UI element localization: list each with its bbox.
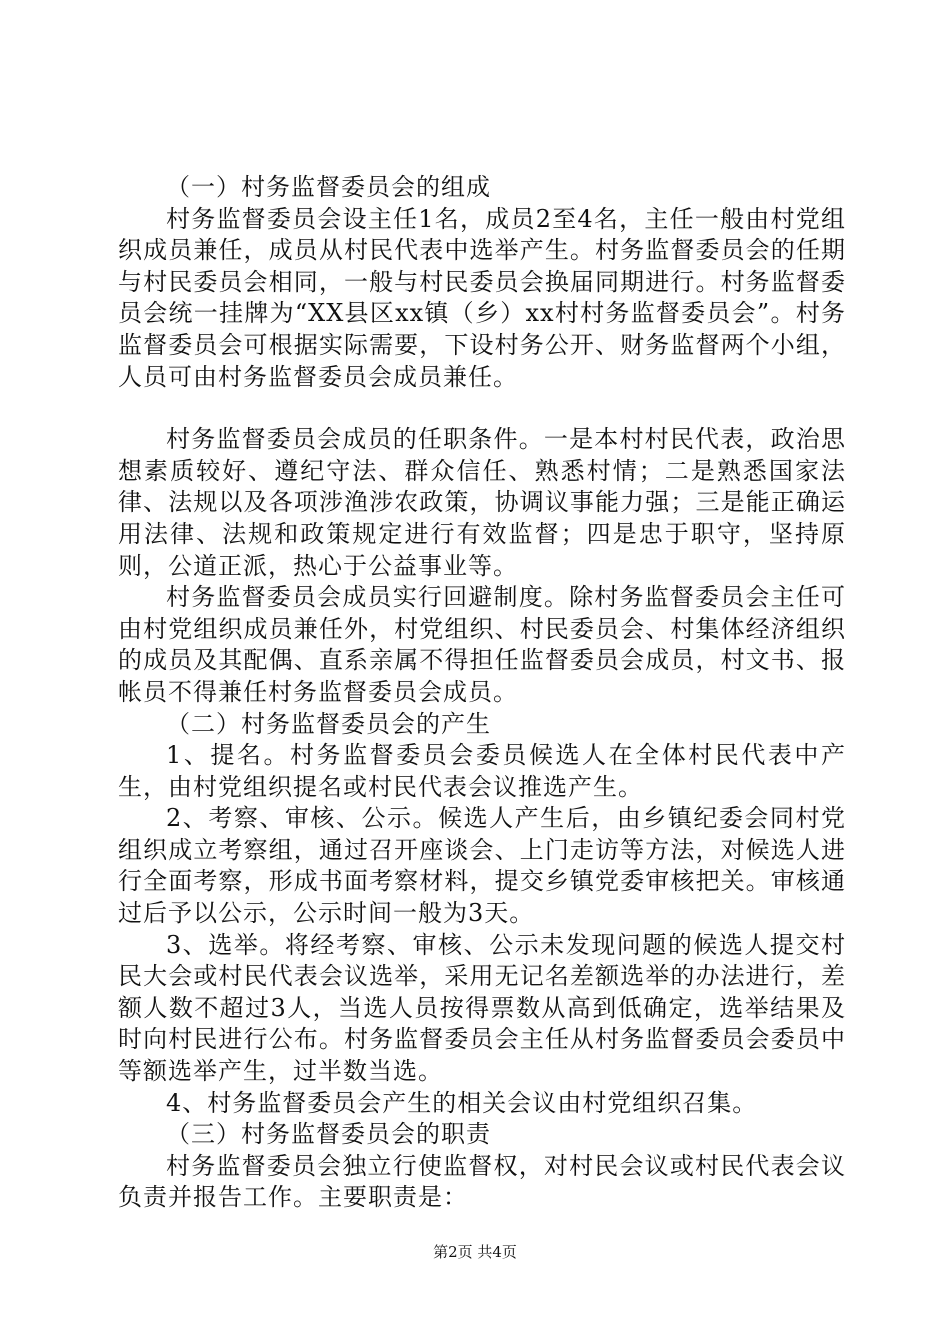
page-total: 共4页 (477, 1243, 517, 1261)
document-body (118, 172, 846, 1214)
paragraph-recusal: 村务监督委员会成员实行回避制度。除村务监督委员会主任可由村党组织成员兼任外，村党组织、村民委员会、村集体经济组织的成员及其配偶、直系亲属不得担任监督委员会成员，村文书、报帐员不得兼任村务监督委员会成员。 (118, 583, 846, 706)
page-footer (0, 1242, 950, 1262)
section-heading-duties: （三）村务监督委员会的职责 (166, 1120, 491, 1149)
section-heading-composition: （一）村务监督委员会的组成 (166, 173, 491, 201)
section-heading-formation: （二）村务监督委员会的产生 (166, 709, 491, 738)
paragraph-qualifications: 村务监督委员会成员的任职条件。一是本村村民代表，政治思想素质较好、遵纪守法、群众信任、熟悉村情；二是熟悉国家法律、法规以及各项涉渔涉农政策，协调议事能力强；三是能正确运用法律、法规和政策规定进行有效监督；四是忠于职守，坚持原则，公道正派，热心于公益事业等。 (118, 425, 846, 580)
paragraph-election: 3、选举。将经考察、审核、公示未发现问题的候选人提交村民大会或村民代表会议选举，采用无记名差额选举的办法进行，差额人数不超过3人，当选人员按得票数从高到低确定，选举结果及时向村民进行公布。村务监督委员会主任从村务监督委员会委员中等额选举产生，过半数当选。 (118, 930, 846, 1086)
paragraph-composition: 村务监督委员会设主任1名，成员2至4名，主任一般由村党组织成员兼任，成员从村民代表中选举产生。村务监督委员会的任期与村民委员会相同，一般与村民委员会换届同期进行。村务监督委员会统一挂牌为“XX县区xx镇（乡）xx村村务监督委员会”。村务监督委员会可根据实际需要，下设村务公开、财务监督两个小组，人员可由村务监督委员会成员兼任。 (118, 204, 846, 391)
paragraph-duties: 村务监督委员会独立行使监督权，对村民会议或村民代表会议负责并报告工作。主要职责是： (118, 1151, 846, 1212)
page-number: 第2页 (433, 1243, 473, 1261)
paragraph-nomination: 1、提名。村务监督委员会委员候选人在全体村民代表中产生，由村党组织提名或村民代表会议推选产生。 (118, 741, 846, 801)
paragraph-convening: 4、村务监督委员会产生的相关会议由村党组织召集。 (166, 1088, 758, 1117)
paragraph-review: 2、考察、审核、公示。候选人产生后，由乡镇纪委会同村党组织成立考察组，通过召开座谈会、上门走访等方法，对候选人进行全面考察，形成书面考察材料，提交乡镇党委审核把关。审核通过后予以公示，公示时间一般为3天。 (118, 804, 846, 928)
